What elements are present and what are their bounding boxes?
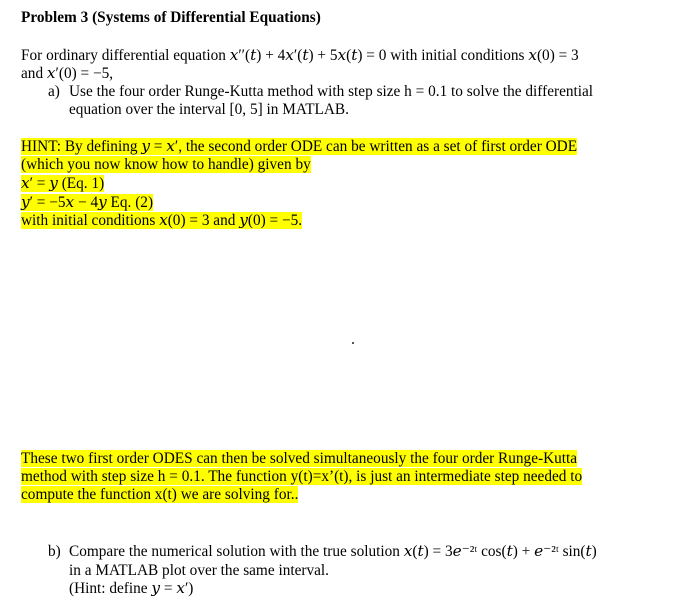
stray-dot bbox=[352, 342, 354, 344]
part-b-line-1: Compare the numerical solution with the true solution 𝑥(𝑡) = 3𝑒⁻²ᵗ cos(𝑡) + 𝑒⁻²ᵗ sin(𝑡) bbox=[69, 543, 597, 560]
intro-line-1: For ordinary differential equation 𝑥′′(𝑡) + 4𝑥′(𝑡) + 5𝑥(𝑡) = 0 with initial conditions 𝑥(0) = 3 bbox=[21, 47, 579, 64]
note-line-3: compute the function x(t) we are solving for.. bbox=[21, 486, 299, 503]
part-a-line-1: Use the four order Runge-Kutta method with step size h = 0.1 to solve the differential bbox=[69, 83, 594, 100]
part-b-line-2: in a MATLAB plot over the same interval. bbox=[69, 562, 329, 579]
hint-line-2: (which you now know how to handle) given by bbox=[21, 156, 311, 173]
part-b-line-3: (Hint: define 𝑦 = 𝑥′) bbox=[69, 580, 194, 597]
intro-line-2: and 𝑥′(0) = −5, bbox=[21, 65, 114, 82]
note-line-2: method with step size h = 0.1. The function y(t)=x’(t), is just an intermediate step needed to bbox=[21, 468, 583, 485]
problem-title: Problem 3 (Systems of Differential Equations) bbox=[21, 9, 321, 26]
hint-line-5: with initial conditions 𝑥(0) = 3 and 𝑦(0) = −5. bbox=[21, 212, 303, 229]
part-a-marker: a) bbox=[48, 83, 60, 100]
hint-equation-1: 𝑥′ = 𝑦 (Eq. 1) bbox=[21, 175, 105, 192]
hint-equation-2: 𝑦′ = −5𝑥 − 4𝑦 Eq. (2) bbox=[21, 194, 154, 211]
part-b-marker: b) bbox=[48, 543, 61, 560]
note-line-1: These two first order ODES can then be solved simultaneously the four order Runge-Kutta bbox=[21, 450, 578, 467]
part-a-line-2: equation over the interval [0, 5] in MATLAB. bbox=[69, 101, 349, 118]
hint-line-1: HINT: By defining 𝑦 = 𝑥′, the second order ODE can be written as a set of first order ODE bbox=[21, 138, 578, 155]
